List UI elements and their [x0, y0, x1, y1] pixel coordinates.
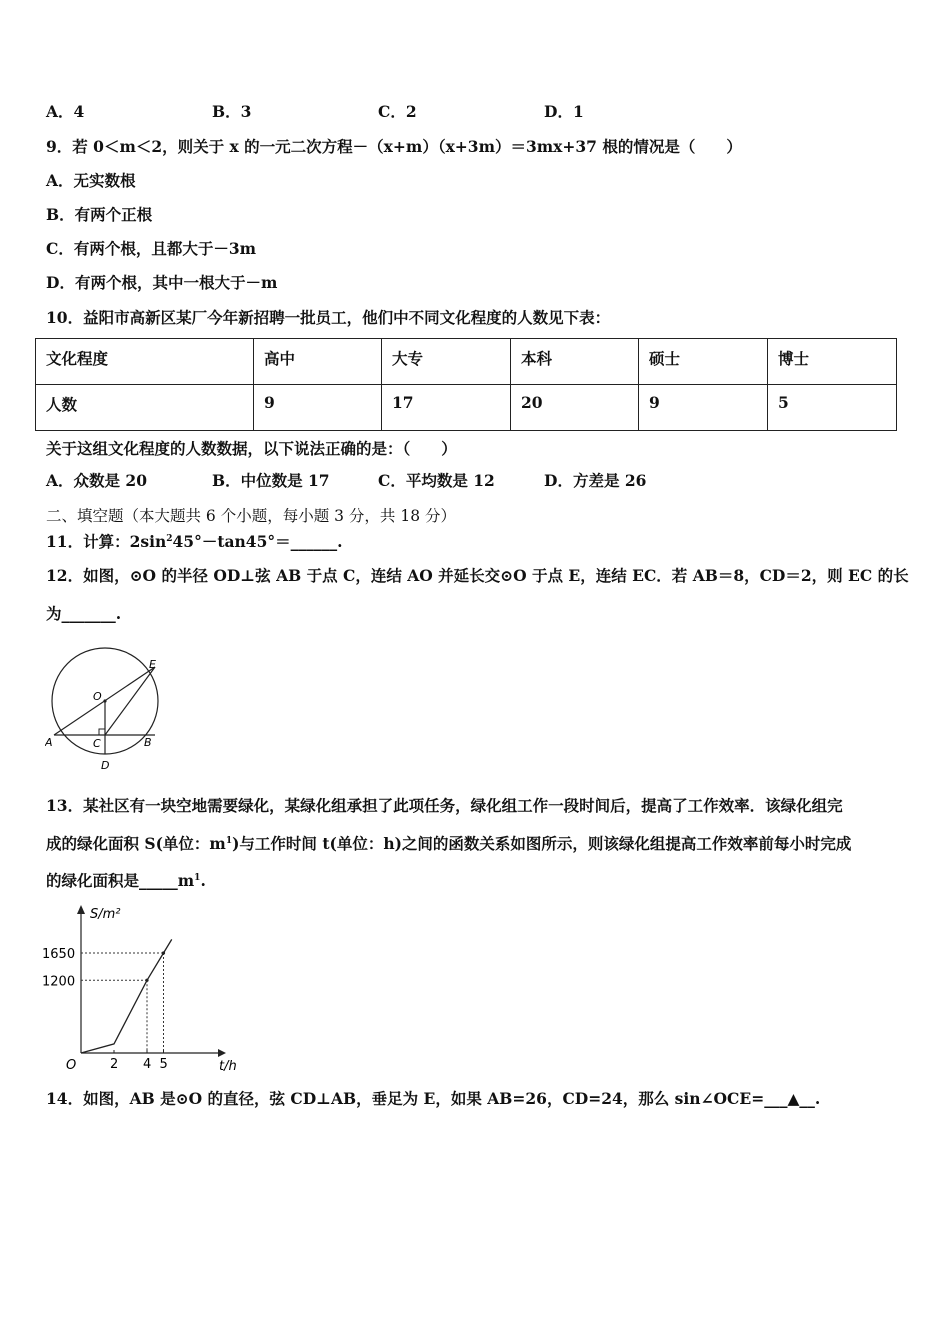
- label-o: O: [93, 690, 102, 703]
- table-cell: 20: [511, 385, 639, 431]
- table-cell: 9: [254, 385, 382, 431]
- q10-option-d: D．方差是 26: [544, 471, 647, 490]
- q14-blank-post: __: [799, 1089, 815, 1108]
- y-tick-label: 1200: [42, 974, 76, 990]
- q8-options: [46, 100, 766, 122]
- q11-blank: ______: [290, 532, 338, 551]
- table-row: [36, 385, 897, 431]
- q8-option-d: D．1: [544, 102, 584, 121]
- data-point: [145, 979, 148, 982]
- education-table: [35, 338, 897, 431]
- q10-options: [46, 469, 710, 491]
- q14: [46, 1087, 820, 1109]
- q11-suffix: 45°－tan45°＝: [172, 532, 291, 551]
- q13-line2-sup: 1: [225, 835, 233, 846]
- q13-line3: [46, 869, 206, 891]
- label-a: A: [45, 736, 53, 749]
- q13-line2-suffix: )与工作时间 t(单位：h)之间的函数关系如图所示，则该绿化组提高工作效率前每小时完成: [232, 834, 852, 853]
- table-cell: 9: [639, 385, 768, 431]
- table-cell: 5: [768, 385, 897, 431]
- q12-prefix: 为: [46, 604, 62, 623]
- q11-end: .: [337, 532, 343, 551]
- origin-label: O: [66, 1058, 77, 1073]
- table-cell: 17: [382, 385, 511, 431]
- q11-sup: 2: [166, 533, 173, 544]
- q8-option-c: C．2: [378, 102, 417, 121]
- q8-option-a: A．4: [46, 102, 85, 121]
- label-b: B: [144, 736, 152, 749]
- q13-line3-prefix: 的绿化面积是: [46, 871, 140, 890]
- q9-option-d: D．有两个根，其中一根大于－m: [46, 273, 278, 292]
- label-c: C: [93, 737, 101, 750]
- q13-line2-prefix: 成的绿化面积 S(单位：m: [46, 834, 226, 853]
- q12-end: .: [115, 604, 122, 623]
- q12-blank: _______: [61, 604, 116, 623]
- q10-option-b: B．中位数是 17: [212, 471, 330, 490]
- x-tick-label: 4: [143, 1057, 152, 1072]
- q13-unit-sup: 1: [194, 872, 201, 883]
- segment-ce: [105, 667, 155, 735]
- table-cell: 人数: [36, 385, 254, 431]
- y-axis-arrow: [77, 905, 85, 914]
- q9-option-a: A．无实数根: [46, 171, 136, 190]
- label-d: D: [101, 759, 110, 772]
- q13-blank: _____: [139, 871, 178, 890]
- q10-stem: 10．益阳市高新区某厂今年新招聘一批员工，他们中不同文化程度的人数见下表：: [46, 308, 611, 327]
- q13-line2: [46, 832, 851, 854]
- q11-prefix: 11．计算：2sin: [46, 532, 167, 551]
- y-axis-label: S/m²: [90, 907, 121, 922]
- table-cell: 博士: [768, 339, 897, 385]
- q11: [46, 530, 343, 552]
- q14-text: 14．如图，AB 是⊙O 的直径，弦 CD⊥AB，垂足为 E，如果 AB=26，CD=24，那么 sin∠OCE=: [46, 1089, 765, 1108]
- q14-blank-pre: ___: [764, 1089, 788, 1108]
- q10-question: 关于这组文化程度的人数数据，以下说法正确的是：（ ）: [46, 439, 457, 458]
- right-angle-mark: [99, 729, 105, 735]
- q13-line1: 13．某社区有一块空地需要绿化，某绿化组承担了此项任务，绿化组工作一段时间后，提高了工作效率．该绿化组完: [46, 796, 843, 815]
- series-line: [81, 939, 172, 1053]
- section-heading: 二、填空题（本大题共 6 个小题，每小题 3 分，共 18 分）: [46, 507, 457, 525]
- q9-option-c: C．有两个根，且都大于－3m: [46, 239, 257, 258]
- x-tick-label: 2: [110, 1057, 119, 1072]
- table-cell: 高中: [254, 339, 382, 385]
- x-axis-arrow: [218, 1049, 226, 1057]
- y-tick-label: 1650: [42, 947, 76, 962]
- q9-stem: 9．若 0＜m＜2，则关于 x 的一元二次方程－（x+m）（x+3m）＝3mx+37 根的情况是（ ）: [46, 137, 742, 156]
- x-axis-label: t/h: [219, 1059, 237, 1074]
- q10-option-a: A．众数是 20: [46, 471, 147, 490]
- label-e: E: [149, 658, 156, 671]
- q12-line2: [46, 602, 121, 624]
- area-time-chart: [38, 900, 248, 1075]
- table-row: [36, 339, 897, 385]
- data-point: [162, 951, 165, 954]
- q13-unit: m: [177, 871, 195, 890]
- q12-line1: 12．如图，⊙O 的半径 OD⊥弦 AB 于点 C，连结 AO 并延长交⊙O 于点 E，连结 EC．若 AB＝8，CD＝2，则 EC 的长: [46, 566, 909, 585]
- q14-end: .: [814, 1089, 821, 1108]
- table-cell: 大专: [382, 339, 511, 385]
- table-cell: 本科: [511, 339, 639, 385]
- q9-option-b: B．有两个正根: [46, 205, 153, 224]
- table-cell: 文化程度: [36, 339, 254, 385]
- circle-figure: [45, 645, 170, 775]
- q8-option-b: B．3: [212, 102, 252, 121]
- x-tick-label: 5: [159, 1057, 168, 1072]
- triangle-icon: ▲: [787, 1089, 800, 1108]
- center-dot: [103, 699, 106, 702]
- q13-end: .: [200, 871, 206, 890]
- q10-option-c: C．平均数是 12: [378, 471, 495, 490]
- table-cell: 硕士: [639, 339, 768, 385]
